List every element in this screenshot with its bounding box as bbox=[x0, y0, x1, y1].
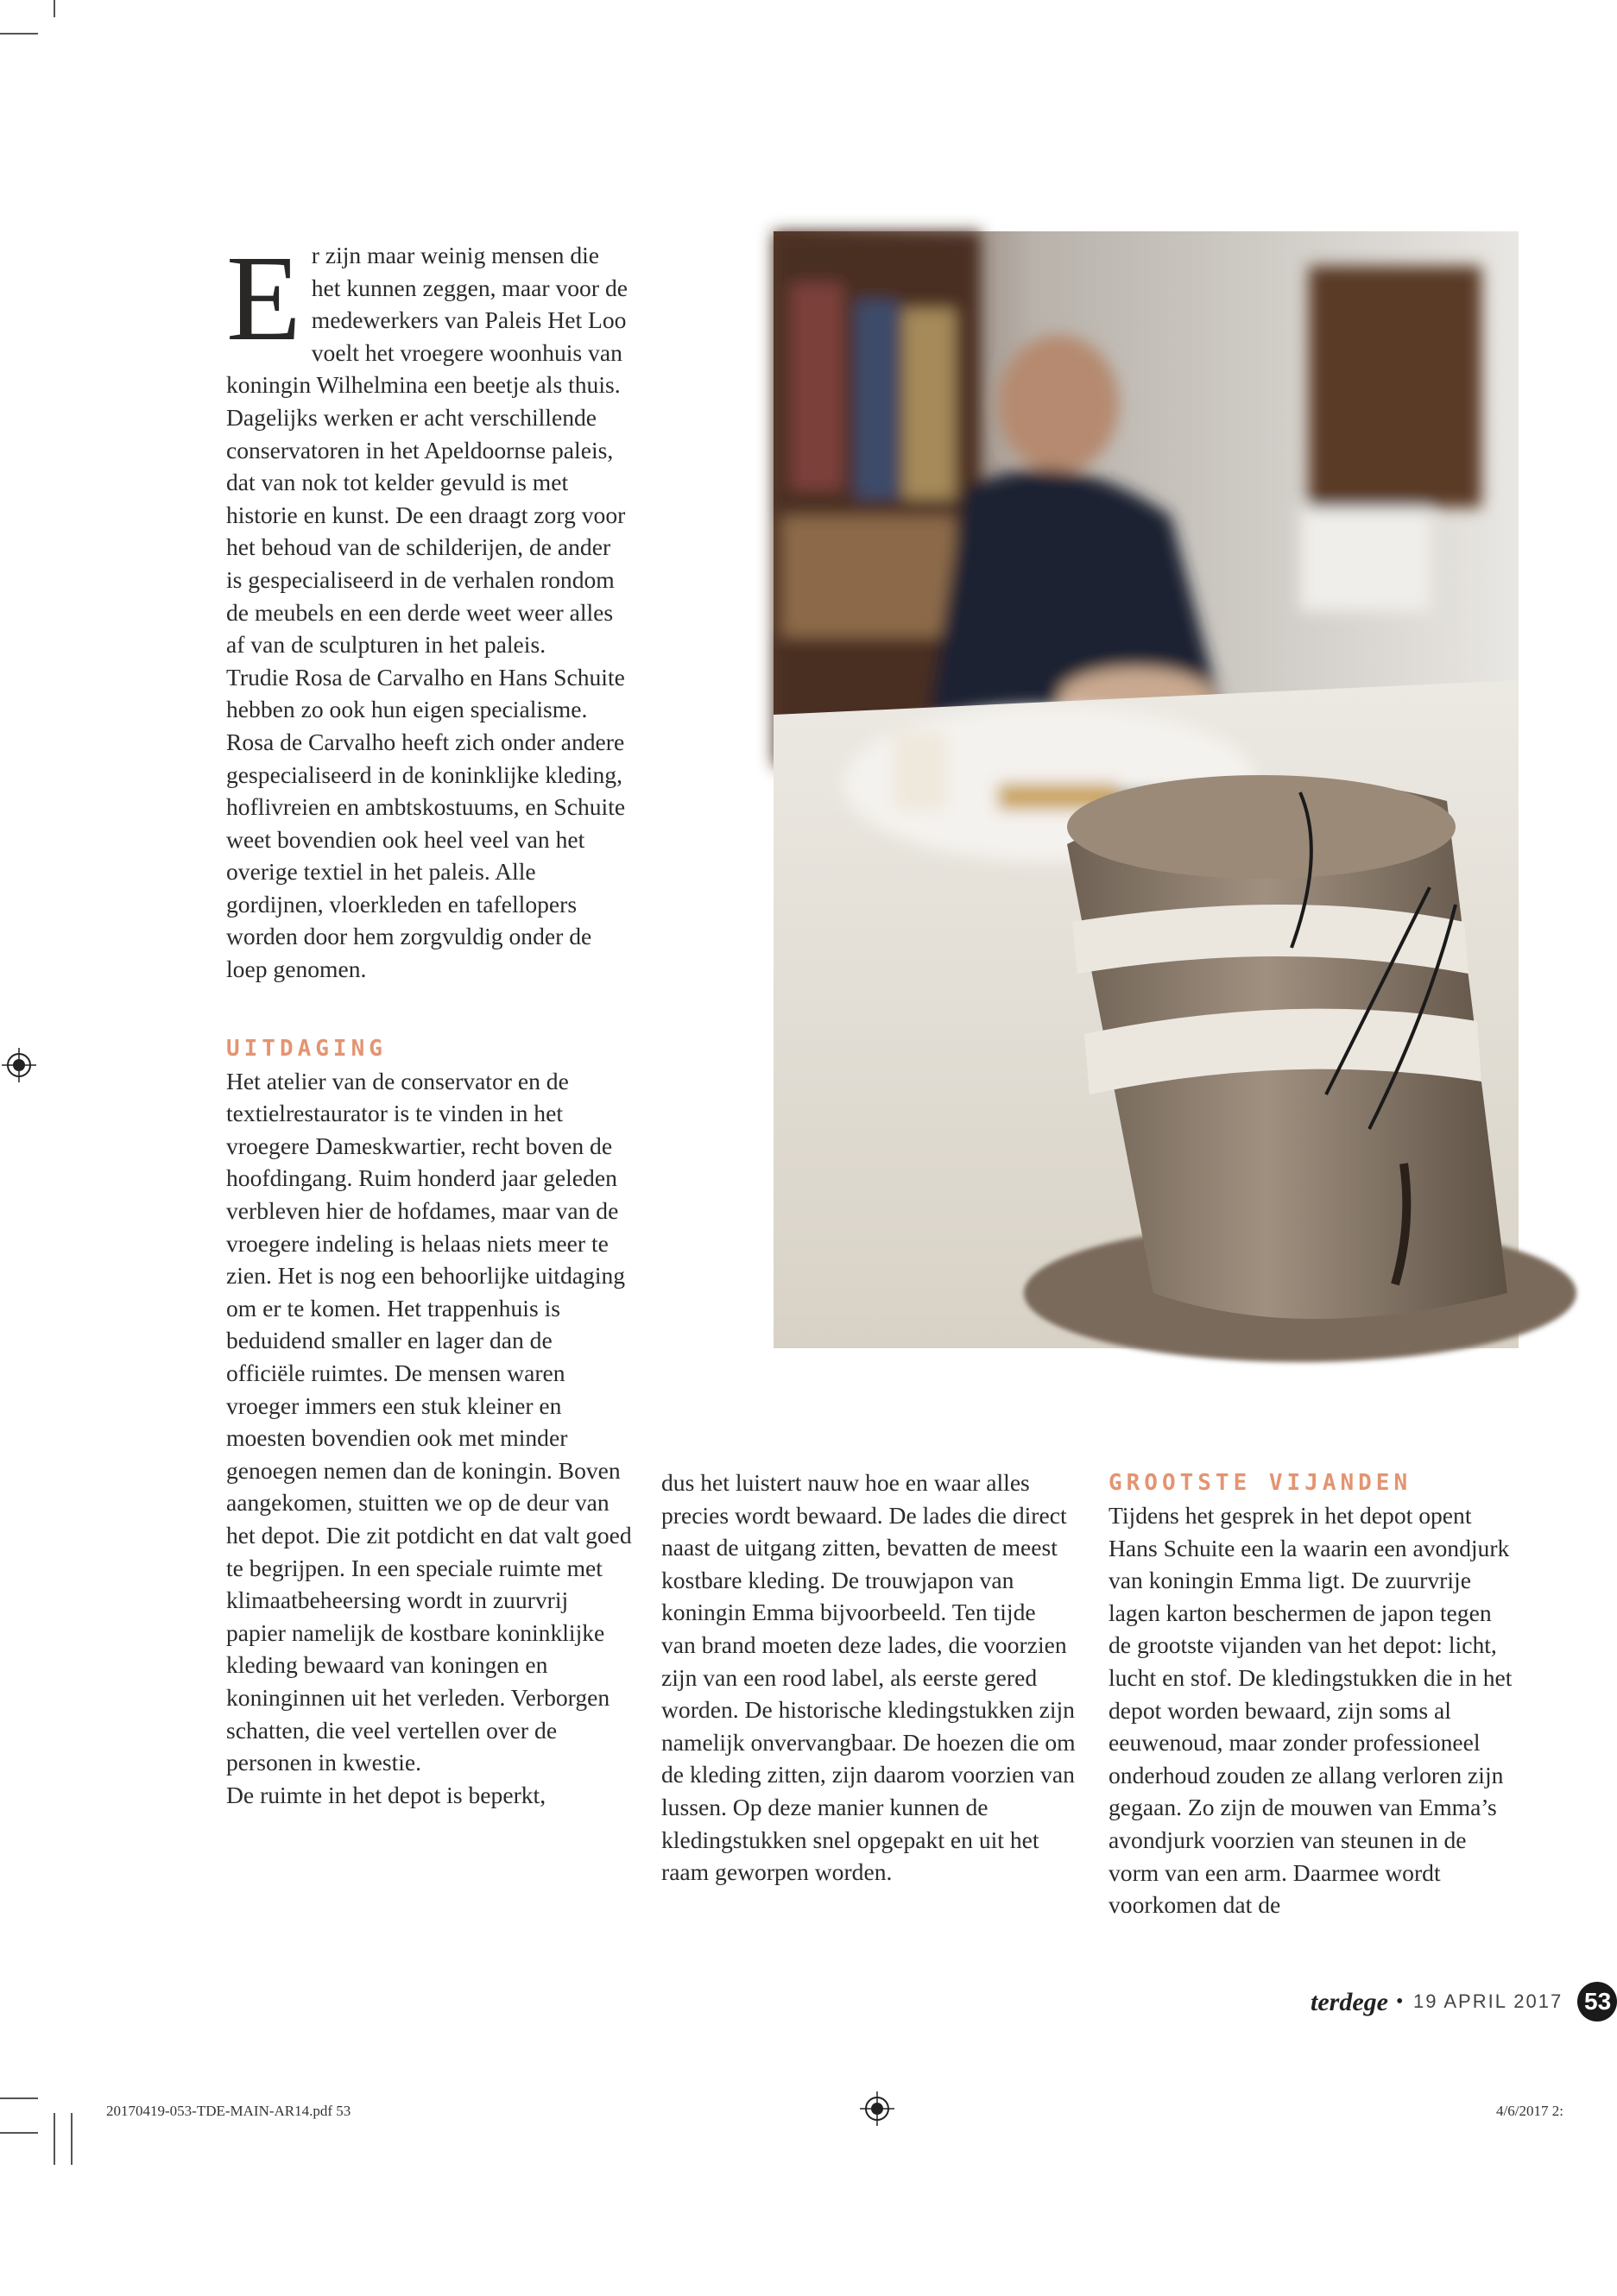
article-photo bbox=[774, 231, 1519, 1348]
section1-paragraph: Het atelier van de conservator en de textielrestaurator is te vinden in het vroegere Dameskwartier, recht boven de hoofdingang. Ruim honderd jaar geleden verbleven hier de hofdames, maar van de vroegere indeling is helaas niets meer te zien. Het is nog een behoorlijke uitdaging om er te komen. Het trappenhuis is beduidend smaller en lager dan de officiële ruimtes. De mensen waren vroeger immers een stuk kleiner en moesten bovendien ook met minder genoegen nemen dan de koningin. Boven aangekomen, stuitten we op de deur van het depot. Die zit potdicht en dat valt goed te begrijpen. In een speciale ruimte met klimaatbeheersing wordt in zuurvrij papier namelijk de kostbare koninklijke kleding bewaard van koningen en koninginnen uit het verleden. Verborgen schatten, die veel vertellen over de personen in kwestie. bbox=[226, 1067, 632, 1776]
intro-paragraph bbox=[226, 230, 632, 661]
crop-mark bbox=[0, 2097, 38, 2099]
slug-filename: 20170419-053-TDE-MAIN-AR14.pdf 53 bbox=[106, 2103, 351, 2119]
section-heading-uitdaging: UITDAGING bbox=[226, 1035, 387, 1062]
crop-mark bbox=[0, 33, 38, 35]
section-heading-grootste-vijanden: GROOTSTE VIJANDEN bbox=[1109, 1470, 1412, 1496]
article-column-2 bbox=[661, 1467, 1076, 1889]
intro-text: r zijn maar weinig mensen die het kunnen zeggen, maar voor de medewerkers van Paleis Het Loo voelt het vroegere woonhuis van koningin Wilhelmina een beetje als thuis. Dagelijks werken er acht verschillende conservatoren in het Apeldoornse paleis, dat van nok tot kelder gevuld is met historie en kunst. De een draagt zorg voor het behoud van de schilderijen, de ander is gespecialiseerd in de verhalen rondom de meubels en een derde weet weer alles af van de sculpturen in het paleis. bbox=[226, 242, 628, 659]
footer-bullet: • bbox=[1396, 1990, 1404, 2013]
column-3-paragraph: Tijdens het gesprek in het depot opent Hans Schuite een la waarin een avondjurk van koningin Emma ligt. De zuurvrije lagen karton beschermen de japon tegen de grootste vijanden van het depot: licht, lucht en stof. De kledingstukken die in het depot worden bewaard, zijn soms al eeuwenoud, maar zonder professioneel onderhoud zouden ze allang verloren zijn gegaan. Zo zijn de mouwen van Emma’s avondjurk voorzien van steunen in de vorm van een arm. Daarmee wordt voorkomen dat de bbox=[1109, 1502, 1513, 1919]
magazine-brand: terdege bbox=[1311, 1988, 1388, 2016]
column-2-paragraph: dus het luistert nauw hoe en waar alles precies wordt bewaard. De lades die direct naast de uitgang zitten, bevatten de meest kostbare kleding. De trouwjapon van koningin Emma bijvoorbeeld. Ten tijde van brand moeten deze lades, die voorzien zijn van een rood label, als eerste gered worden. De historische kledingstukken zijn namelijk onvervangbaar. De hoezen die om de kleding zitten, zijn daarom voorzien van lussen. Op deze manier kunnen de kledingstukken snel opgepakt en uit het raam geworpen worden. bbox=[661, 1469, 1076, 1886]
section1-paragraph-2: De ruimte in het depot is beperkt, bbox=[226, 1781, 546, 1808]
slug-timestamp: 4/6/2017 2: bbox=[1496, 2103, 1563, 2119]
registration-mark-icon bbox=[2, 1048, 36, 1082]
article-column-3 bbox=[1109, 1467, 1514, 1921]
issue-date: 19 APRIL 2017 bbox=[1413, 1990, 1563, 2012]
page-number: 53 bbox=[1577, 1982, 1617, 2022]
crop-mark bbox=[54, 2113, 55, 2165]
registration-mark-icon bbox=[860, 2091, 894, 2126]
drop-cap: E bbox=[226, 230, 301, 366]
article-column-1 bbox=[226, 230, 632, 1811]
intro-paragraph-2: Trudie Rosa de Carvalho en Hans Schuite hebben zo ook hun eigen specialisme. Rosa de Carvalho heeft zich onder andere gespecialiseerd in de koninklijke kleding, hoflivreien en ambtskostuums, en Schuite weet bovendien ook heel veel van het overige textiel in het paleis. Alle gordijnen, vloerkleden en tafellopers worden door hem zorgvuldig onder de loep genomen. bbox=[226, 663, 626, 983]
crop-mark bbox=[0, 2132, 38, 2134]
crop-mark bbox=[54, 0, 55, 17]
crop-mark bbox=[71, 2113, 73, 2165]
